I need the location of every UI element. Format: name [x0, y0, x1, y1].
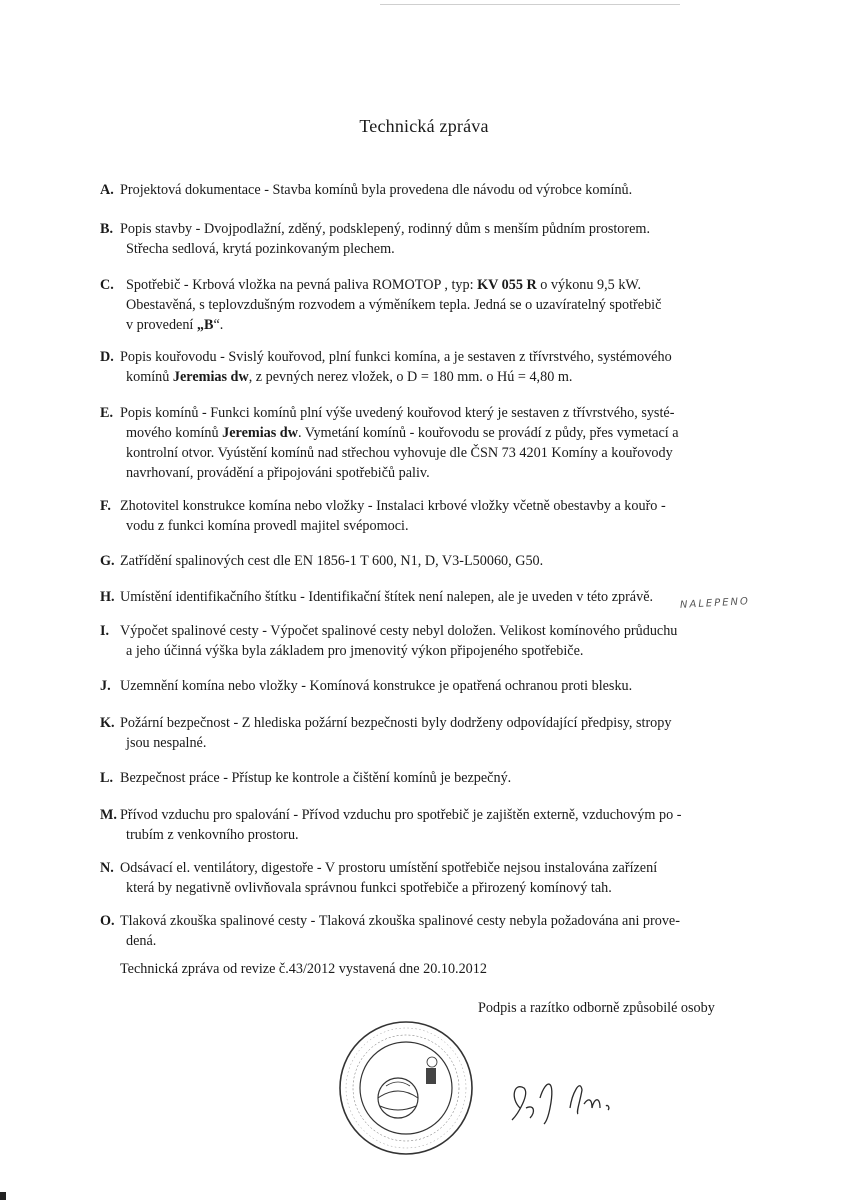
section-c [100, 275, 750, 335]
handwritten-note: NALEPENO [679, 596, 751, 611]
section-letter: J. [100, 678, 111, 694]
section-text: Popis stavby - Dvojpodlažní, zděný, podsklepený, rodinný dům s menším půdním prostorem. [120, 221, 651, 237]
section-text: Tlaková zkouška spalinové cesty - Tlaková zkouška spalinové cesty nebyla požadována ani prove- [120, 913, 680, 929]
section-letter: B. [100, 221, 114, 237]
section-text: Bezpečnost práce - Přístup ke kontrole a čištění komínů je bezpečný. [120, 770, 512, 786]
section-letter: G. [100, 553, 115, 569]
section-j [100, 676, 750, 696]
section-text: o výkonu 9,5 kW. [536, 277, 642, 293]
section-letter: O. [100, 913, 115, 929]
section-letter: D. [100, 349, 114, 365]
section-i [100, 621, 750, 661]
section-letter: H. [100, 589, 115, 605]
section-letter: I. [100, 623, 110, 639]
section-f [100, 496, 750, 536]
section-n [100, 858, 750, 898]
section-text: , z pevných nerez vložek, o D = 180 mm. o Hú = 4,80 m. [248, 369, 573, 385]
chimney-brand: Jeremias dw [172, 369, 249, 385]
section-text: “. [213, 317, 224, 333]
section-letter: C. [100, 277, 114, 293]
section-text: kontrolní otvor. Vyústění komínů nad střechou vyhovuje dle ČSN 73 4201 Komíny a kouřovody [126, 445, 673, 461]
section-text: která by negativně ovlivňovala správnou funkci spotřebiče a přirozený komínový tah. [126, 880, 612, 896]
appliance-class: „B [196, 317, 214, 333]
section-text: vodu z funkci komína provedl majitel svépomoci. [126, 518, 409, 534]
section-letter: E. [100, 405, 114, 421]
section-letter: K. [100, 715, 115, 731]
section-text: jsou nespalné. [126, 735, 207, 751]
section-text: komínů [126, 369, 173, 385]
section-letter: N. [100, 860, 114, 876]
section-text: Uzemnění komína nebo vložky - Komínová konstrukce je opatřená ochranou proti blesku. [120, 678, 633, 694]
section-text: trubím z venkovního prostoru. [126, 827, 299, 843]
section-text: v provedení [126, 317, 197, 333]
scan-edge-line [380, 4, 680, 5]
section-h [100, 587, 750, 607]
section-text: Projektová dokumentace - Stavba komínů byla provedena dle návodu od výrobce komínů. [120, 182, 633, 198]
section-text: Odsávací el. ventilátory, digestoře - V prostoru umístění spotřebiče nejsou instalována zařízení [120, 860, 658, 876]
section-o [100, 911, 750, 951]
section-text: Přívod vzduchu pro spalování - Přívod vzduchu pro spotřebič je zajištěn externě, vzduchovým po - [120, 807, 682, 823]
chimney-brand: Jeremias dw [222, 425, 298, 441]
section-g [100, 551, 750, 571]
section-b [100, 219, 750, 259]
section-letter: F. [100, 498, 111, 514]
section-text: . Vymetání komínů - kouřovodu se provádí z půdy, přes vymetací a [297, 425, 679, 441]
section-text: Zatřídění spalinových cest dle EN 1856-1 T 600, N1, D, V3-L50060, G50. [120, 553, 544, 569]
handwritten-signature [500, 1068, 630, 1128]
section-text: Spotřebič - Krbová vložka na pevná paliva ROMOTOP , typ: [126, 277, 478, 293]
section-text: a jeho účinná výška byla základem pro jmenovitý výkon připojeného spotřebiče. [126, 643, 584, 659]
section-text: navrhovaní, provádění a připojováni spotřebičů paliv. [126, 465, 430, 481]
section-text: mového komínů [126, 425, 223, 441]
report-footer: Technická zpráva od revize č.43/2012 vystavená dne 20.10.2012 [120, 961, 487, 977]
section-letter: M. [100, 807, 117, 823]
official-seal [336, 1018, 476, 1158]
section-e [100, 403, 750, 483]
scan-mark [0, 1192, 6, 1200]
appliance-type: KV 055 R [477, 277, 537, 293]
section-letter: A. [100, 182, 114, 198]
section-text: Umístění identifikačního štítku - Identifikační štítek není nalepen, ale je uveden v této zprávě. [120, 589, 654, 605]
section-text: Výpočet spalinové cesty - Výpočet spalinové cesty nebyl doložen. Velikost komínového průduchu [120, 623, 678, 639]
section-text: Zhotovitel konstrukce komína nebo vložky - Instalaci krbové vložky včetně obestavby a kouřo - [120, 498, 666, 514]
document-title: Technická zpráva [359, 116, 489, 136]
section-a [100, 180, 750, 200]
section-d [100, 347, 750, 387]
section-text: Obestavěná, s teplovzdušným rozvodem a výměníkem tepla. Jedná se o uzavíratelný spotřebič [126, 297, 662, 313]
signature-label: Podpis a razítko odborně způsobilé osoby [478, 1000, 715, 1016]
section-text: Požární bezpečnost - Z hlediska požární bezpečnosti byly dodrženy odpovídající předpisy, stropy [120, 715, 672, 731]
section-letter: L. [100, 770, 114, 786]
section-text: Popis kouřovodu - Svislý kouřovod, plní funkci komína, a je sestaven z třívrstvého, systémového [120, 349, 672, 365]
section-l [100, 768, 750, 788]
section-m [100, 805, 750, 845]
section-text: dená. [126, 933, 157, 949]
section-k [100, 713, 750, 753]
section-text: Popis komínů - Funkci komínů plní výše uvedený kouřovod který je sestaven z třívrstvého, systé- [120, 405, 675, 421]
section-text: Střecha sedlová, krytá pozinkovaným plechem. [126, 241, 395, 257]
